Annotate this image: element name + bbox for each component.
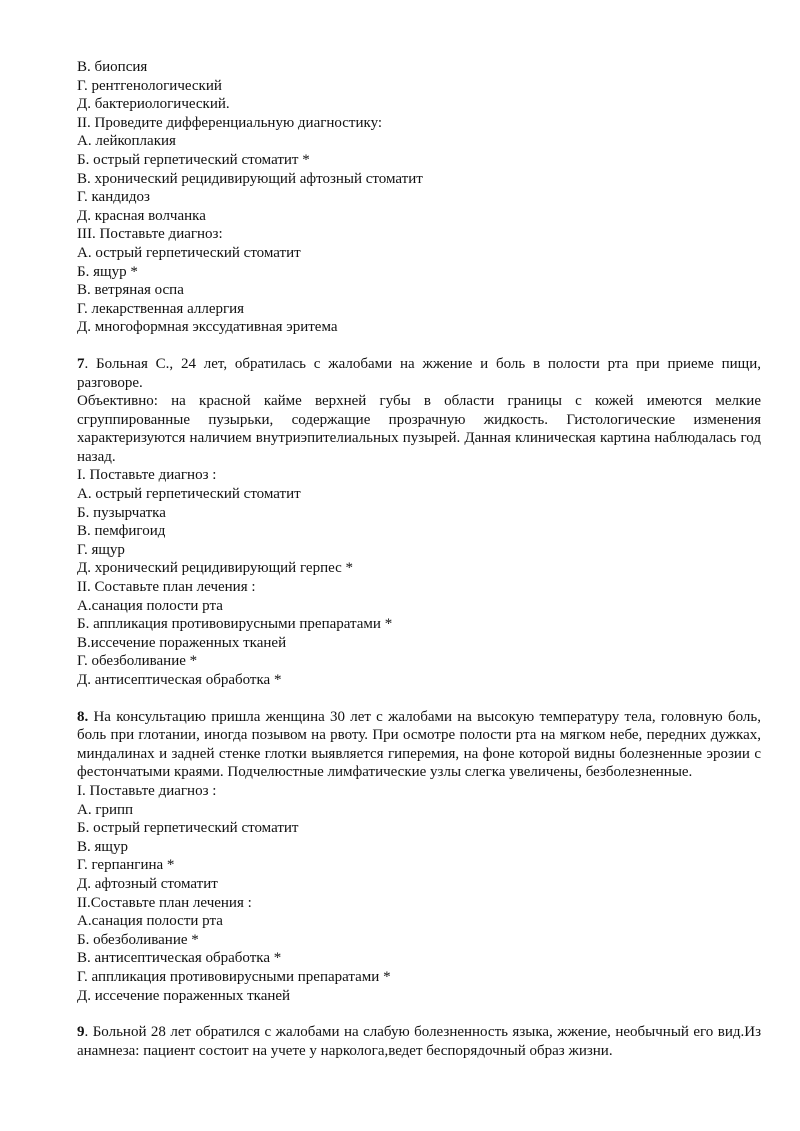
answer-option: Б. аппликация противовирусными препаратами * bbox=[77, 616, 393, 633]
answer-option: А. лейкоплакия bbox=[77, 133, 176, 150]
answer-option: Г. кандидоз bbox=[77, 189, 150, 206]
answer-option: В. пемфигоид bbox=[77, 523, 166, 540]
spacer bbox=[77, 690, 761, 708]
section-top bbox=[77, 58, 761, 337]
answer-option: Г. лекарственная аллергия bbox=[77, 300, 245, 317]
answer-option: Д. хронический рецидивирующий герпес * bbox=[77, 560, 354, 577]
answer-option: Д. афтозный стоматит bbox=[77, 875, 218, 892]
answer-option: А.санация полости рта bbox=[77, 597, 223, 614]
answer-option: В. антисептическая обработка * bbox=[77, 950, 282, 967]
case-number: 7 bbox=[77, 355, 85, 372]
question-heading: III. Поставьте диагноз: bbox=[77, 226, 223, 243]
question-heading: I. Поставьте диагноз : bbox=[77, 467, 217, 484]
answer-option: В. ящур bbox=[77, 838, 128, 855]
question-heading: I. Поставьте диагноз : bbox=[77, 782, 217, 799]
answer-option: В. ветряная оспа bbox=[77, 282, 184, 299]
answer-option: Г. обезболивание * bbox=[77, 653, 198, 670]
answer-option: Б. пузырчатка bbox=[77, 504, 166, 521]
answer-option: Д. бактериологический. bbox=[77, 96, 230, 113]
complaint-text: . Больная С., 24 лет, обратилась с жалобами на жжение и боль в полости рта при приеме пищи, разговоре. bbox=[77, 355, 761, 391]
answer-option: Г. рентгенологический bbox=[77, 77, 222, 94]
spacer bbox=[77, 1005, 761, 1023]
answer-option: Г. аппликация противовирусными препаратами * bbox=[77, 968, 391, 985]
case-7 bbox=[77, 355, 761, 690]
answer-option: Б. острый герпетический стоматит * bbox=[77, 151, 310, 168]
case-number: 9 bbox=[77, 1024, 85, 1041]
answer-option: А.санация полости рта bbox=[77, 913, 223, 930]
answer-option: Д. красная волчанка bbox=[77, 207, 206, 224]
answer-option: В. биопсия bbox=[77, 59, 148, 75]
question-heading: II. Проведите дифференциальную диагностику: bbox=[77, 114, 383, 131]
answer-option: Б. ящур * bbox=[77, 263, 138, 280]
case-complaint bbox=[77, 355, 761, 392]
answer-option: А. грипп bbox=[77, 801, 134, 818]
case-complaint bbox=[77, 708, 761, 782]
case-8 bbox=[77, 708, 761, 1006]
answer-option: А. острый герпетический стоматит bbox=[77, 244, 301, 261]
answer-option: Г. ящур bbox=[77, 541, 125, 558]
answer-option: В. хронический рецидивирующий афтозный стоматит bbox=[77, 170, 423, 187]
answer-option: Д. иссечение пораженных тканей bbox=[77, 987, 291, 1004]
document-page bbox=[77, 58, 761, 1060]
answer-option: Д. антисептическая обработка * bbox=[77, 672, 282, 688]
question-heading: II. Составьте план лечения : bbox=[77, 579, 256, 596]
answer-option: Г. герпангина * bbox=[77, 857, 175, 874]
complaint-text: На консультацию пришла женщина 30 лет с жалобами на высокую температуру тела, головную боль, боль при глотании, иногда позывом на рвоту. При осмотре полости рта на мягком небе, передних дужках, миндалинах и задней стенке глотки выявляется гиперемия, на фоне которой видны болезненные эрозии с фестончатыми краями. Подчелюстные лимфатические узлы слегка увеличены, безболезненные. bbox=[77, 708, 761, 781]
question-heading: II.Составьте план лечения : bbox=[77, 894, 252, 911]
case-complaint bbox=[77, 1023, 761, 1060]
answer-option: В.иссечение пораженных тканей bbox=[77, 634, 287, 651]
case-number: 8. bbox=[77, 708, 89, 725]
answer-option: Д. многоформная экссудативная эритема bbox=[77, 319, 338, 336]
answer-option: А. острый герпетический стоматит bbox=[77, 486, 301, 503]
answer-option: Б. обезболивание * bbox=[77, 931, 199, 948]
answer-option: Б. острый герпетический стоматит bbox=[77, 820, 299, 837]
case-9 bbox=[77, 1023, 761, 1060]
spacer bbox=[77, 337, 761, 355]
case-exam: Объективно: на красной кайме верхней губы в области границы с кожей имеются мелкие сгруппированные пузырьки, содержащие прозрачную жидкость. Гистологические изменения характеризуются наличием внутриэпителиальных пузырей. Данная клиническая картина наблюдалась год назад. bbox=[77, 393, 761, 465]
complaint-text: . Больной 28 лет обратился с жалобами на слабую болезненность языка, жжение, необычный его вид.Из анамнеза: пациент состоит на учете у нарколога,ведет беспорядочный образ жизни. bbox=[77, 1024, 761, 1059]
